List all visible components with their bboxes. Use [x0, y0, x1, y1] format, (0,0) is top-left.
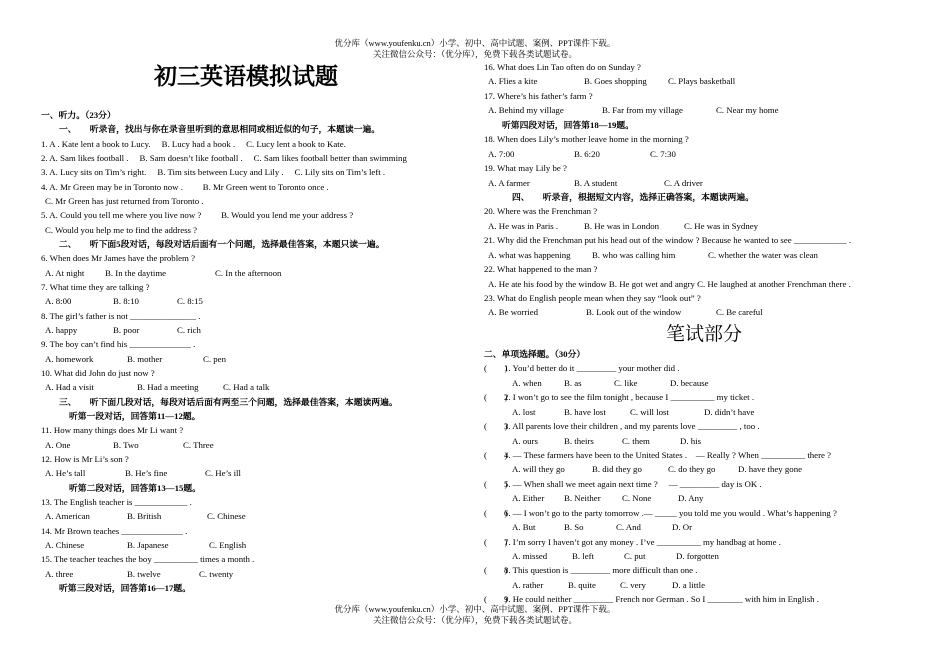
answer-blank: ( ): [484, 478, 508, 489]
option-d: D. forgotten: [676, 551, 719, 561]
option-c: C. whether the water was clean: [708, 249, 818, 260]
question-16-options: [484, 74, 924, 88]
choice-6-stem: 6. — I won’t go to the party tomorrow .— _____ you told me you would . What’s happening ?: [504, 507, 837, 518]
answer-blank: ( ): [484, 594, 508, 605]
option-a: A. what was happening: [488, 249, 571, 260]
question-20-options: [484, 219, 924, 233]
option-c: C. He’s ill: [205, 468, 241, 479]
option-b: B. Two: [113, 439, 139, 450]
choice-9-stem: 9. He could neither _________ French nor German . So I ________ with him in English .: [504, 594, 819, 605]
choice-5: [484, 477, 924, 491]
question-7-options: [41, 294, 471, 308]
choice-2-options: [484, 405, 924, 419]
choice-1-options: [484, 376, 924, 390]
exam-title: 初三英语模拟试题: [154, 64, 338, 89]
option-b: B. 8:10: [113, 296, 139, 307]
choice-1: [484, 361, 924, 375]
dialogue-4-instruction: 听第四段对话，回答第18—19题。: [502, 119, 634, 130]
option-a: A. Either: [512, 493, 545, 504]
answer-blank: ( ): [484, 392, 508, 403]
listening-part-4: 四、 听录音，根据短文内容，选择正确答案，本题读两遍。: [512, 191, 754, 202]
listening-part-3: 三、 听下面几段对话，每段对话后面有两至三个问题，选择最佳答案，本题读两遍。: [59, 396, 398, 407]
option-b: B. as: [564, 377, 582, 388]
option-c: C. In the afternoon: [215, 267, 282, 278]
option-c: C. And: [616, 522, 641, 533]
question-10-options: [41, 380, 471, 394]
option-a: A. happy: [45, 324, 78, 335]
choice-7-options: [484, 549, 924, 563]
listening-part-2: 二、 听下面5段对话，每段对话后面有一个问题，选择最佳答案，本题只读一遍。: [59, 238, 385, 249]
answer-blank: ( ): [484, 363, 508, 374]
option-b: B. who was calling him: [592, 249, 676, 260]
choice-6-options: [484, 520, 924, 534]
choice-4-options: [484, 462, 924, 476]
question-17: 17. Where’s his father’s farm ?: [484, 90, 593, 101]
option-b: B. did they go: [592, 464, 642, 475]
header-line-1: 优分库（www.youfenku.cn）小学、初中、高中试题、案例、PPT课件下载。: [334, 38, 616, 48]
right-column: [484, 60, 924, 607]
question-15: 15. The teacher teaches the boy __________ times a month .: [41, 554, 255, 565]
option-a: A. 8:00: [45, 296, 72, 307]
option-d: D. didn’t have: [704, 406, 755, 417]
option-a: A. American: [45, 511, 90, 522]
question-22-options: A. He ate his food by the window B. He got wet and angry C. He laughed at another Frenchman there .: [488, 278, 851, 289]
option-a: A. A farmer: [488, 177, 530, 188]
option-b: B. British: [127, 511, 162, 522]
option-b: B. Neither: [564, 493, 601, 504]
option-b: B. Look out of the window: [586, 307, 682, 318]
option-b: B. 6:20: [574, 148, 600, 159]
question-22: 22. What happened to the man ?: [484, 264, 598, 275]
question-18: 18. When does Lily’s mother leave home in the morning ?: [484, 134, 689, 145]
answer-blank: ( ): [484, 421, 508, 432]
option-d: D. have they gone: [738, 464, 803, 475]
option-a: A. Had a visit: [45, 382, 94, 393]
question-14-options: [41, 538, 471, 552]
question-13-options: [41, 509, 471, 523]
question-10: 10. What did John do just now ?: [41, 367, 155, 378]
question-14: 14. Mr Brown teaches ______________ .: [41, 525, 188, 536]
question-5-option-c: C. Would you help me to find the address ?: [45, 224, 198, 235]
question-2: 2. A. Sam likes football . B. Sam doesn’t like football . C. Sam likes football better than swimming: [41, 152, 407, 163]
option-a: A. rather: [512, 579, 544, 590]
option-c: C. Had a talk: [223, 382, 270, 393]
listening-part-1: 一、 听录音，找出与你在录音里听到的意思相同或相近似的句子，本题读一遍。: [59, 124, 381, 135]
question-4: 4. A. Mr Green may be in Toronto now . B. Mr Green went to Toronto once .: [41, 181, 329, 192]
question-21-options: [484, 248, 924, 262]
choice-5-stem: 5. — When shall we meet again next time ? — _________ day is OK .: [504, 478, 762, 489]
question-13: 13. The English teacher is ____________ .: [41, 496, 192, 507]
option-c: C. A driver: [664, 177, 703, 188]
option-c: C. 7:30: [650, 148, 676, 159]
question-12-options: [41, 466, 471, 480]
section-listening: 一、听力。（23分）: [41, 110, 116, 120]
option-a: A. But: [512, 522, 536, 533]
answer-blank: ( ): [484, 449, 508, 460]
option-c: C. rich: [177, 324, 201, 335]
option-a: A. He was in Paris .: [488, 220, 559, 231]
footer-line-1: 优分库（www.youfenku.cn）小学、初中、高中试题、案例、PPT课件下载。: [334, 604, 616, 614]
question-9-options: [41, 352, 471, 366]
option-b: B. Japanese: [127, 539, 169, 550]
option-c: C. them: [622, 435, 650, 446]
question-9: 9. The boy can’t find his ______________ .: [41, 339, 196, 350]
option-d: D. his: [680, 435, 702, 446]
question-23-options: [484, 305, 924, 319]
footer-line-2: 关注微信公众号：（优分库），免费下载各类试题试卷。: [372, 615, 577, 625]
header-line-2: 关注微信公众号：（优分库），免费下载各类试题试卷。: [372, 49, 577, 59]
option-c: C. Plays basketball: [668, 76, 736, 87]
question-8-options: [41, 323, 471, 337]
option-a: A. Flies a kite: [488, 76, 538, 87]
section-single-choice: 二、单项选择题。（30分）: [484, 348, 586, 359]
option-a: A. missed: [512, 551, 548, 561]
option-d: D. Any: [678, 493, 704, 504]
question-4-option-c: C. Mr Green has just returned from Toronto .: [45, 195, 204, 206]
dialogue-1-instruction: 听第一段对话，回答第11—12题。: [69, 410, 201, 421]
option-c: C. pen: [203, 353, 226, 364]
option-c: C. Be careful: [716, 307, 763, 318]
answer-blank: ( ): [484, 507, 508, 518]
option-a: A. will they go: [512, 464, 565, 475]
question-17-options: [484, 103, 924, 117]
option-c: C. Near my home: [716, 105, 779, 116]
choice-2: [484, 390, 924, 404]
page-footer: [0, 604, 950, 626]
option-b: B. Far from my village: [602, 105, 683, 116]
choice-6: [484, 506, 924, 520]
option-b: B. quite: [568, 579, 596, 590]
choice-1-stem: 1. You’d better do it _________ your mother did .: [504, 363, 680, 374]
option-a: A. ours: [512, 435, 538, 446]
option-c: C. put: [624, 551, 646, 561]
dialogue-3-instruction: 听第三段对话，回答第16—17题。: [59, 582, 191, 593]
option-c: C. twenty: [199, 568, 234, 579]
option-a: A. One: [45, 439, 71, 450]
question-19-options: [484, 176, 924, 190]
option-c: C. He was in Sydney: [684, 220, 759, 231]
option-b: B. Had a meeting: [137, 382, 199, 393]
question-19: 19. What may Lily be ?: [484, 163, 567, 174]
option-b: B. mother: [127, 353, 163, 364]
choice-8: [484, 563, 924, 577]
answer-blank: ( ): [484, 565, 508, 576]
option-b: B. So: [564, 522, 584, 533]
choice-5-options: [484, 491, 924, 505]
option-a: A. 7:00: [488, 148, 515, 159]
option-a: A. Behind my village: [488, 105, 564, 116]
dialogue-2-instruction: 听第二段对话，回答第13—15题。: [69, 482, 201, 493]
option-d: D. a little: [672, 579, 705, 590]
option-a: A. Be worried: [488, 307, 539, 318]
choice-3: [484, 419, 924, 433]
option-b: B. He was in London: [584, 220, 660, 231]
question-5: 5. A. Could you tell me where you live now ? B. Would you lend me your address ?: [41, 210, 354, 221]
question-12: 12. How is Mr Li’s son ?: [41, 453, 129, 464]
written-part-title: 笔试部分: [665, 323, 742, 345]
choice-4: [484, 448, 924, 462]
option-b: B. twelve: [127, 568, 161, 579]
question-18-options: [484, 147, 924, 161]
option-b: B. left: [572, 551, 594, 561]
option-c: C. Three: [183, 439, 214, 450]
option-a: A. when: [512, 377, 542, 388]
option-c: C. English: [209, 539, 247, 550]
question-6: 6. When does Mr James have the problem ?: [41, 253, 195, 264]
option-a: A. At night: [45, 267, 85, 278]
option-c: C. Chinese: [207, 511, 246, 522]
option-b: B. In the daytime: [105, 267, 167, 278]
choice-3-stem: 3. All parents love their children , and my parents love _________ , too .: [504, 421, 760, 432]
question-7: 7. What time they are talking ?: [41, 281, 150, 292]
option-b: B. A student: [574, 177, 618, 188]
option-a: A. lost: [512, 406, 536, 417]
question-21: 21. Why did the Frenchman put his head out of the window ? Because he wanted to see ____________ .: [484, 235, 852, 246]
question-15-options: [41, 567, 471, 581]
option-b: B. poor: [113, 324, 140, 335]
option-a: A. homework: [45, 353, 94, 364]
question-16: 16. What does Lin Tao often do on Sunday ?: [484, 62, 641, 72]
page-header: [0, 38, 950, 60]
question-3: 3. A. Lucy sits on Tim’s right. B. Tim sits between Lucy and Lily . C. Lily sits on Tim’s left .: [41, 167, 386, 178]
option-d: D. because: [670, 377, 709, 388]
option-a: A. three: [45, 568, 74, 579]
option-b: B. Goes shopping: [584, 76, 647, 87]
option-c: C. do they go: [668, 464, 716, 475]
question-23: 23. What do English people mean when they say “look out” ?: [484, 293, 701, 303]
choice-7: [484, 535, 924, 549]
option-c: C. like: [614, 377, 638, 388]
question-11: 11. How many things does Mr Li want ?: [41, 425, 184, 436]
choice-4-stem: 4. — These farmers have been to the United States . — Really ? When __________ there ?: [504, 449, 832, 460]
option-c: C. 8:15: [177, 296, 203, 307]
option-a: A. He’s tall: [45, 468, 86, 479]
left-column: [41, 60, 471, 595]
answer-blank: ( ): [484, 536, 508, 547]
question-1: 1. A . Kate lent a book to Lucy. B. Lucy had a book . C. Lucy lent a book to Kate.: [41, 138, 346, 149]
question-8: 8. The girl’s father is not _______________ .: [41, 310, 201, 321]
option-c: C. very: [620, 579, 646, 590]
choice-3-options: [484, 434, 924, 448]
question-6-options: [41, 266, 471, 280]
question-20: 20. Where was the Frenchman ?: [484, 206, 598, 217]
option-d: D. Or: [672, 522, 693, 533]
choice-7-stem: 7. I’m sorry I haven’t got any money . I’ve __________ my handbag at home .: [504, 536, 781, 547]
option-b: B. theirs: [564, 435, 594, 446]
option-c: C. will lost: [630, 406, 669, 417]
choice-2-stem: 2. I won’t go to see the film tonight , because I __________ my ticket .: [504, 392, 755, 403]
option-b: B. have lost: [564, 406, 606, 417]
option-a: A. Chinese: [45, 539, 85, 550]
option-c: C. None: [622, 493, 652, 504]
choice-8-options: [484, 578, 924, 592]
option-b: B. He’s fine: [125, 468, 168, 479]
question-11-options: [41, 438, 471, 452]
choice-8-stem: 8. This question is _________ more difficult than one .: [504, 565, 698, 576]
